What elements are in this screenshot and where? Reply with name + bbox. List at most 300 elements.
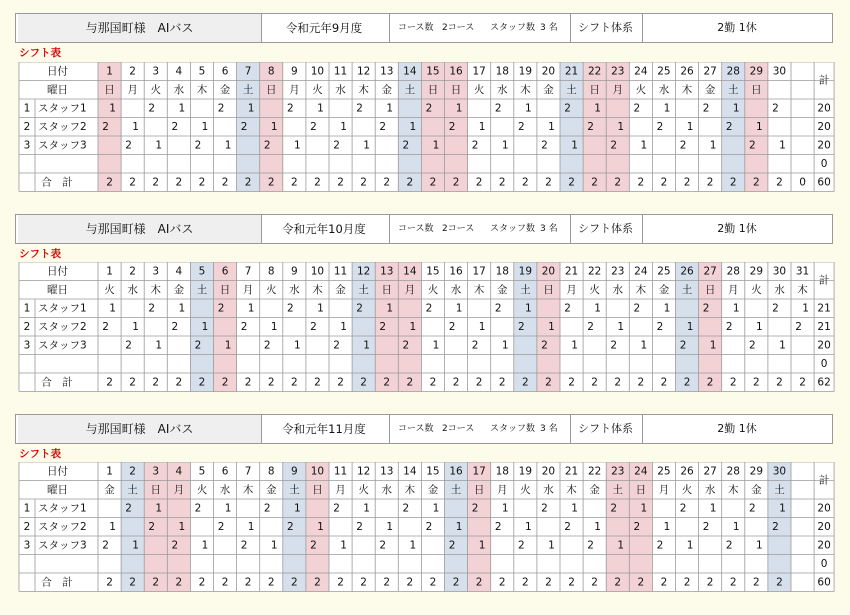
date-cell: 8 [267,65,275,78]
shift-cell: 2 [541,339,548,352]
weekday-cell: 木 [358,83,369,96]
sum-label: 合 計 [41,176,73,189]
shift-cell: 1 [386,102,394,115]
shift-cell: 1 [663,102,671,115]
weekday-cell: 木 [681,83,693,96]
sum-cell: 2 [244,176,252,189]
weekday-cell: 金 [266,483,277,496]
weekday-cell: 土 [728,83,739,96]
date-cell: 12 [356,465,371,478]
sum-cell: 2 [314,576,321,589]
shift-cell: 1 [594,102,601,115]
sum-cell: 2 [337,176,344,189]
date-cell: 3 [152,65,160,78]
date-header: 日付 [47,465,68,478]
shift-cell: 2 [518,120,525,133]
sum-cell: 2 [152,576,160,589]
weekday-cell: 月 [728,283,739,296]
shift-cell: 2 [702,302,710,315]
staff-value: 3 名 [540,424,558,434]
shift-cell: 1 [571,339,578,352]
date-cell: 6 [221,265,229,278]
sum-cell: 2 [267,176,275,189]
shift-cell: 2 [287,302,294,315]
sum-cell: 2 [568,176,575,189]
weekday-cell: 日 [427,83,439,96]
weekday-cell: 金 [335,283,346,296]
weekday-cell: 金 [381,83,392,96]
date-cell: 29 [749,265,764,278]
date-cell: 30 [772,65,787,78]
shift-cell: 1 [478,539,486,552]
weekday-cell: 日 [104,83,115,96]
shift-cell: 2 [217,102,225,115]
staff-name: スタッフ1 [38,302,87,315]
sum-cell: 2 [221,376,229,389]
shift-cell: 2 [725,320,733,333]
sum-cell: 2 [776,176,783,189]
weekday-cell: 水 [450,283,462,296]
weekday-cell: 土 [242,83,254,96]
weekend-column-shade [468,462,491,592]
weekday-cell: 日 [450,83,462,96]
sum-cell: 2 [152,176,160,189]
date-cell: 19 [518,265,533,278]
weekday-cell: 月 [289,83,300,96]
weekday-cell: 木 [566,483,577,496]
shift-cell: 1 [201,120,209,133]
section-title: シフト表 [19,448,61,460]
date-cell: 24 [634,465,648,478]
shift-cell: 2 [402,339,410,352]
shift-system-label: シフト体系 [569,415,643,443]
shift-cell: 1 [155,339,163,352]
sum-cell: 2 [475,176,483,189]
weekday-cell: 火 [589,283,600,296]
shift-cell: 2 [494,102,502,115]
shift-cell: 1 [779,139,786,152]
staff-total: 0 [820,157,828,170]
shift-cell: 2 [148,302,156,315]
date-cell: 14 [403,65,417,78]
shift-cell: 2 [749,502,756,515]
staff-number: 2 [23,520,31,533]
weekday-header: 曜日 [47,483,68,496]
date-cell: 21 [564,265,579,278]
shift-cell: 1 [548,539,555,552]
shift-cell: 2 [448,539,456,552]
date-cell: 8 [267,265,275,278]
shift-cell: 2 [656,120,664,133]
date-cell: 15 [426,265,440,278]
date-cell: 31 [795,265,810,278]
shift-cell: 1 [756,320,763,333]
date-cell: 3 [152,465,160,478]
shift-cell: 2 [356,520,363,533]
shift-cell: 1 [709,139,717,152]
sum-cell: 2 [360,576,367,589]
shift-cell: 2 [125,502,132,515]
date-cell: 27 [703,465,717,478]
date-cell: 22 [587,465,602,478]
shift-cell: 1 [294,139,301,152]
shift-cell: 2 [263,139,271,152]
date-cell: 26 [680,265,694,278]
date-cell: 6 [221,65,229,78]
sum-cell: 2 [175,176,183,189]
weekday-cell: 火 [473,83,485,96]
shift-cell: 2 [772,302,779,315]
shift-cell: 2 [702,520,710,533]
shift-cell: 2 [148,520,156,533]
sum-cell: 2 [498,376,506,389]
date-cell: 21 [564,465,579,478]
weekday-cell: 土 [289,483,300,496]
shift-cell: 2 [402,502,410,515]
weekday-cell: 月 [658,483,670,496]
date-cell: 22 [587,65,602,78]
shift-cell: 1 [294,502,301,515]
weekday-header: 曜日 [47,83,68,96]
shift-cell: 1 [501,339,509,352]
shift-system-value: 2勤 1休 [717,222,757,235]
staff-name: スタッフ2 [38,320,87,333]
date-cell: 11 [333,265,348,278]
sum-cell: 2 [383,576,391,589]
weekend-column-shade [606,462,629,592]
shift-cell: 1 [594,520,601,533]
shift-cell: 1 [779,502,786,515]
shift-cell: 2 [194,502,202,515]
date-cell: 16 [449,265,463,278]
sum-cell: 2 [660,576,668,589]
weekday-cell: 月 [497,483,508,496]
shift-cell: 2 [240,320,248,333]
staff-number: 3 [23,139,31,152]
weekday-cell: 日 [635,483,647,496]
staff-total: 20 [817,102,831,115]
shift-cell: 2 [772,102,779,115]
shift-cell: 2 [102,120,109,133]
weekday-cell: 水 [774,283,785,296]
month-label: 令和元年11月度 [282,422,366,436]
date-cell: 29 [749,465,764,478]
date-cell: 9 [291,265,298,278]
shift-cell: 1 [617,120,625,133]
weekday-cell: 木 [728,483,739,496]
weekday-cell: 金 [704,83,716,96]
shift-cell: 2 [656,320,664,333]
weekday-header: 曜日 [47,283,68,296]
weekday-cell: 月 [404,283,416,296]
date-cell: 12 [356,65,371,78]
sum-cell: 2 [776,576,783,589]
sum-cell: 2 [753,176,760,189]
total-header: 計 [818,474,830,487]
shift-cell: 2 [795,320,802,333]
shift-cell: 2 [541,139,548,152]
sum-cell: 2 [221,576,229,589]
shift-cell: 2 [425,520,433,533]
total-header: 計 [818,274,830,287]
shift-cell: 1 [247,102,255,115]
shift-cell: 1 [270,320,278,333]
sum-cell: 2 [591,176,598,189]
block-header [15,13,833,43]
weekday-cell: 火 [520,483,531,496]
date-cell: 2 [129,465,136,478]
shift-cell: 1 [732,102,740,115]
staff-name: スタッフ2 [38,520,87,533]
shift-cell: 1 [455,302,463,315]
date-cell: 4 [175,65,183,78]
staff-value: 3 名 [540,224,558,234]
shift-cell: 2 [702,102,710,115]
date-cell: 24 [634,265,648,278]
shift-cell: 2 [102,539,109,552]
shift-system-value: 2勤 1休 [717,21,757,34]
date-cell: 28 [726,265,740,278]
shift-cell: 2 [633,102,641,115]
sum-total: 60 [817,176,831,189]
weekday-cell: 土 [520,283,531,296]
shift-cell: 2 [448,120,456,133]
weekday-cell: 水 [289,283,300,296]
shift-cell: 2 [471,339,479,352]
sum-cell: 2 [152,376,160,389]
date-cell: 5 [198,465,206,478]
weekday-cell: 日 [751,83,762,96]
shift-cell: 1 [132,120,139,133]
weekday-cell: 水 [219,483,231,496]
weekday-cell: 火 [427,283,439,296]
staff-number: 2 [23,120,31,133]
sum-cell: 2 [475,376,483,389]
sum-cell: 2 [753,576,760,589]
company-title: 与那国町様 AIバス [18,14,262,42]
sum-cell: 2 [498,176,506,189]
staff-total: 20 [817,120,831,133]
weekday-cell: 日 [219,283,231,296]
shift-system-label: シフト体系 [569,215,643,243]
info-box [389,215,571,243]
date-cell: 20 [541,465,556,478]
date-cell: 28 [726,465,740,478]
shift-cell: 1 [270,539,278,552]
staff-number: 3 [23,539,31,552]
sum-cell: 2 [614,176,622,189]
shift-cell: 1 [732,520,740,533]
block-header [15,414,833,444]
month-label: 令和元年9月度 [285,21,363,35]
sum-cell: 2 [106,376,113,389]
sum-cell: 2 [406,376,414,389]
sum-cell: 2 [637,376,645,389]
weekday-cell: 土 [450,483,462,496]
sum-label: 合 計 [41,576,73,589]
weekday-cell: 月 [127,83,138,96]
date-cell: 2 [129,265,136,278]
sum-cell: 2 [753,376,760,389]
weekday-cell: 日 [473,483,485,496]
staff-label: スタッフ数 [490,424,536,434]
shift-cell: 1 [709,502,717,515]
weekday-cell: 金 [219,83,231,96]
weekday-cell: 金 [751,483,762,496]
staff-number: 3 [23,339,31,352]
date-cell: 18 [495,465,509,478]
sum-cell: 2 [175,376,183,389]
date-cell: 20 [541,265,556,278]
sum-cell: 2 [706,576,714,589]
staff-row [821,558,828,570]
staff-name: スタッフ1 [38,502,87,515]
shift-cell: 1 [201,539,209,552]
shift-cell: 1 [178,520,186,533]
date-cell: 6 [221,465,229,478]
date-cell: 16 [449,65,463,78]
shift-cell: 1 [340,539,347,552]
shift-cell: 2 [310,320,317,333]
sum-cell: 2 [291,176,298,189]
date-cell: 18 [495,65,509,78]
date-cell: 1 [106,65,113,78]
sum-cell: 2 [545,376,552,389]
section-title: シフト表 [19,47,61,59]
company-title: 与那国町様 AIバス [18,415,262,443]
sum-total: 60 [817,576,831,589]
date-cell: 21 [564,65,579,78]
shift-cell: 2 [471,139,479,152]
shift-cell: 2 [379,320,387,333]
date-cell: 10 [310,65,325,78]
sum-cell: 2 [267,576,275,589]
shift-cell: 2 [564,302,571,315]
weekday-cell: 土 [196,283,208,296]
date-cell: 19 [518,465,533,478]
shift-cell: 2 [494,520,502,533]
weekday-cell: 金 [543,83,554,96]
shift-cell: 1 [663,520,671,533]
shift-cell: 1 [109,520,116,533]
date-header: 日付 [47,65,68,78]
shift-cell: 1 [501,139,509,152]
sum-label: 合 計 [41,376,73,389]
date-cell: 17 [472,265,486,278]
sum-cell: 2 [614,376,622,389]
date-cell: 17 [472,465,486,478]
staff-total: 0 [820,357,828,370]
staff-name: スタッフ3 [38,339,87,352]
shift-cell: 2 [749,139,756,152]
date-cell: 27 [703,65,717,78]
shift-cell: 2 [587,539,594,552]
date-cell: 14 [403,465,417,478]
date-cell: 20 [541,65,556,78]
date-cell: 7 [244,465,252,478]
shift-cell: 1 [732,302,740,315]
shift-cell: 2 [587,120,594,133]
sum-cell: 2 [475,576,483,589]
shift-cell: 2 [610,502,618,515]
shift-cell: 2 [633,302,641,315]
shift-cell: 1 [686,539,694,552]
weekday-cell: 水 [704,483,716,496]
shift-cell: 2 [425,302,433,315]
weekday-cell: 木 [312,283,323,296]
shift-cell: 1 [802,302,809,315]
date-cell: 29 [749,65,764,78]
shift-cell: 2 [610,139,618,152]
shift-cell: 1 [132,539,139,552]
date-cell: 28 [726,65,740,78]
date-cell: 16 [449,465,463,478]
sum-cell: 2 [129,376,136,389]
shift-cell: 2 [217,520,225,533]
staff-value: 3 名 [540,23,558,33]
weekday-cell: 金 [497,283,508,296]
shift-cell: 2 [333,502,340,515]
date-cell: 30 [772,265,787,278]
shift-cell: 2 [240,539,248,552]
shift-cell: 1 [363,339,370,352]
date-cell: 3 [152,265,160,278]
shift-cell: 2 [310,120,317,133]
sum-cell: 2 [452,576,460,589]
date-cell: 1 [106,465,113,478]
weekday-cell: 日 [704,283,716,296]
weekday-cell: 土 [358,283,369,296]
sum-cell: 2 [244,576,252,589]
weekend-column-shade [560,62,583,192]
date-cell: 13 [380,265,394,278]
shift-cell: 1 [386,520,394,533]
shift-cell: 1 [640,139,648,152]
date-cell: 5 [198,65,206,78]
staff-name: スタッフ2 [38,120,87,133]
sum-cell: 2 [314,176,321,189]
shift-cell: 2 [379,120,387,133]
sum-cell: 2 [568,576,575,589]
shift-cell: 1 [594,302,601,315]
weekend-column-shade [214,262,237,392]
sum-cell: 2 [129,176,136,189]
shift-cell: 2 [402,139,410,152]
shift-cell: 1 [525,302,532,315]
shift-cell: 2 [633,520,641,533]
sum-cell: 2 [729,576,737,589]
shift-cell: 2 [471,502,479,515]
sum-cell: 2 [683,376,691,389]
shift-cell: 2 [656,539,664,552]
shift-cell: 2 [518,539,525,552]
weekday-cell: 水 [173,83,185,96]
shift-cell: 2 [287,102,294,115]
date-cell: 12 [356,265,371,278]
shift-cell: 2 [379,539,387,552]
date-cell: 30 [772,465,787,478]
shift-cell: 2 [333,339,340,352]
shift-table [0,62,850,198]
shift-cell: 1 [617,320,625,333]
shift-cell: 2 [610,339,618,352]
shift-cell: 1 [617,539,625,552]
date-cell: 4 [175,465,183,478]
shift-table [0,262,850,398]
weekday-cell: 木 [635,283,647,296]
shift-cell: 1 [224,339,232,352]
shift-cell: 1 [455,520,463,533]
